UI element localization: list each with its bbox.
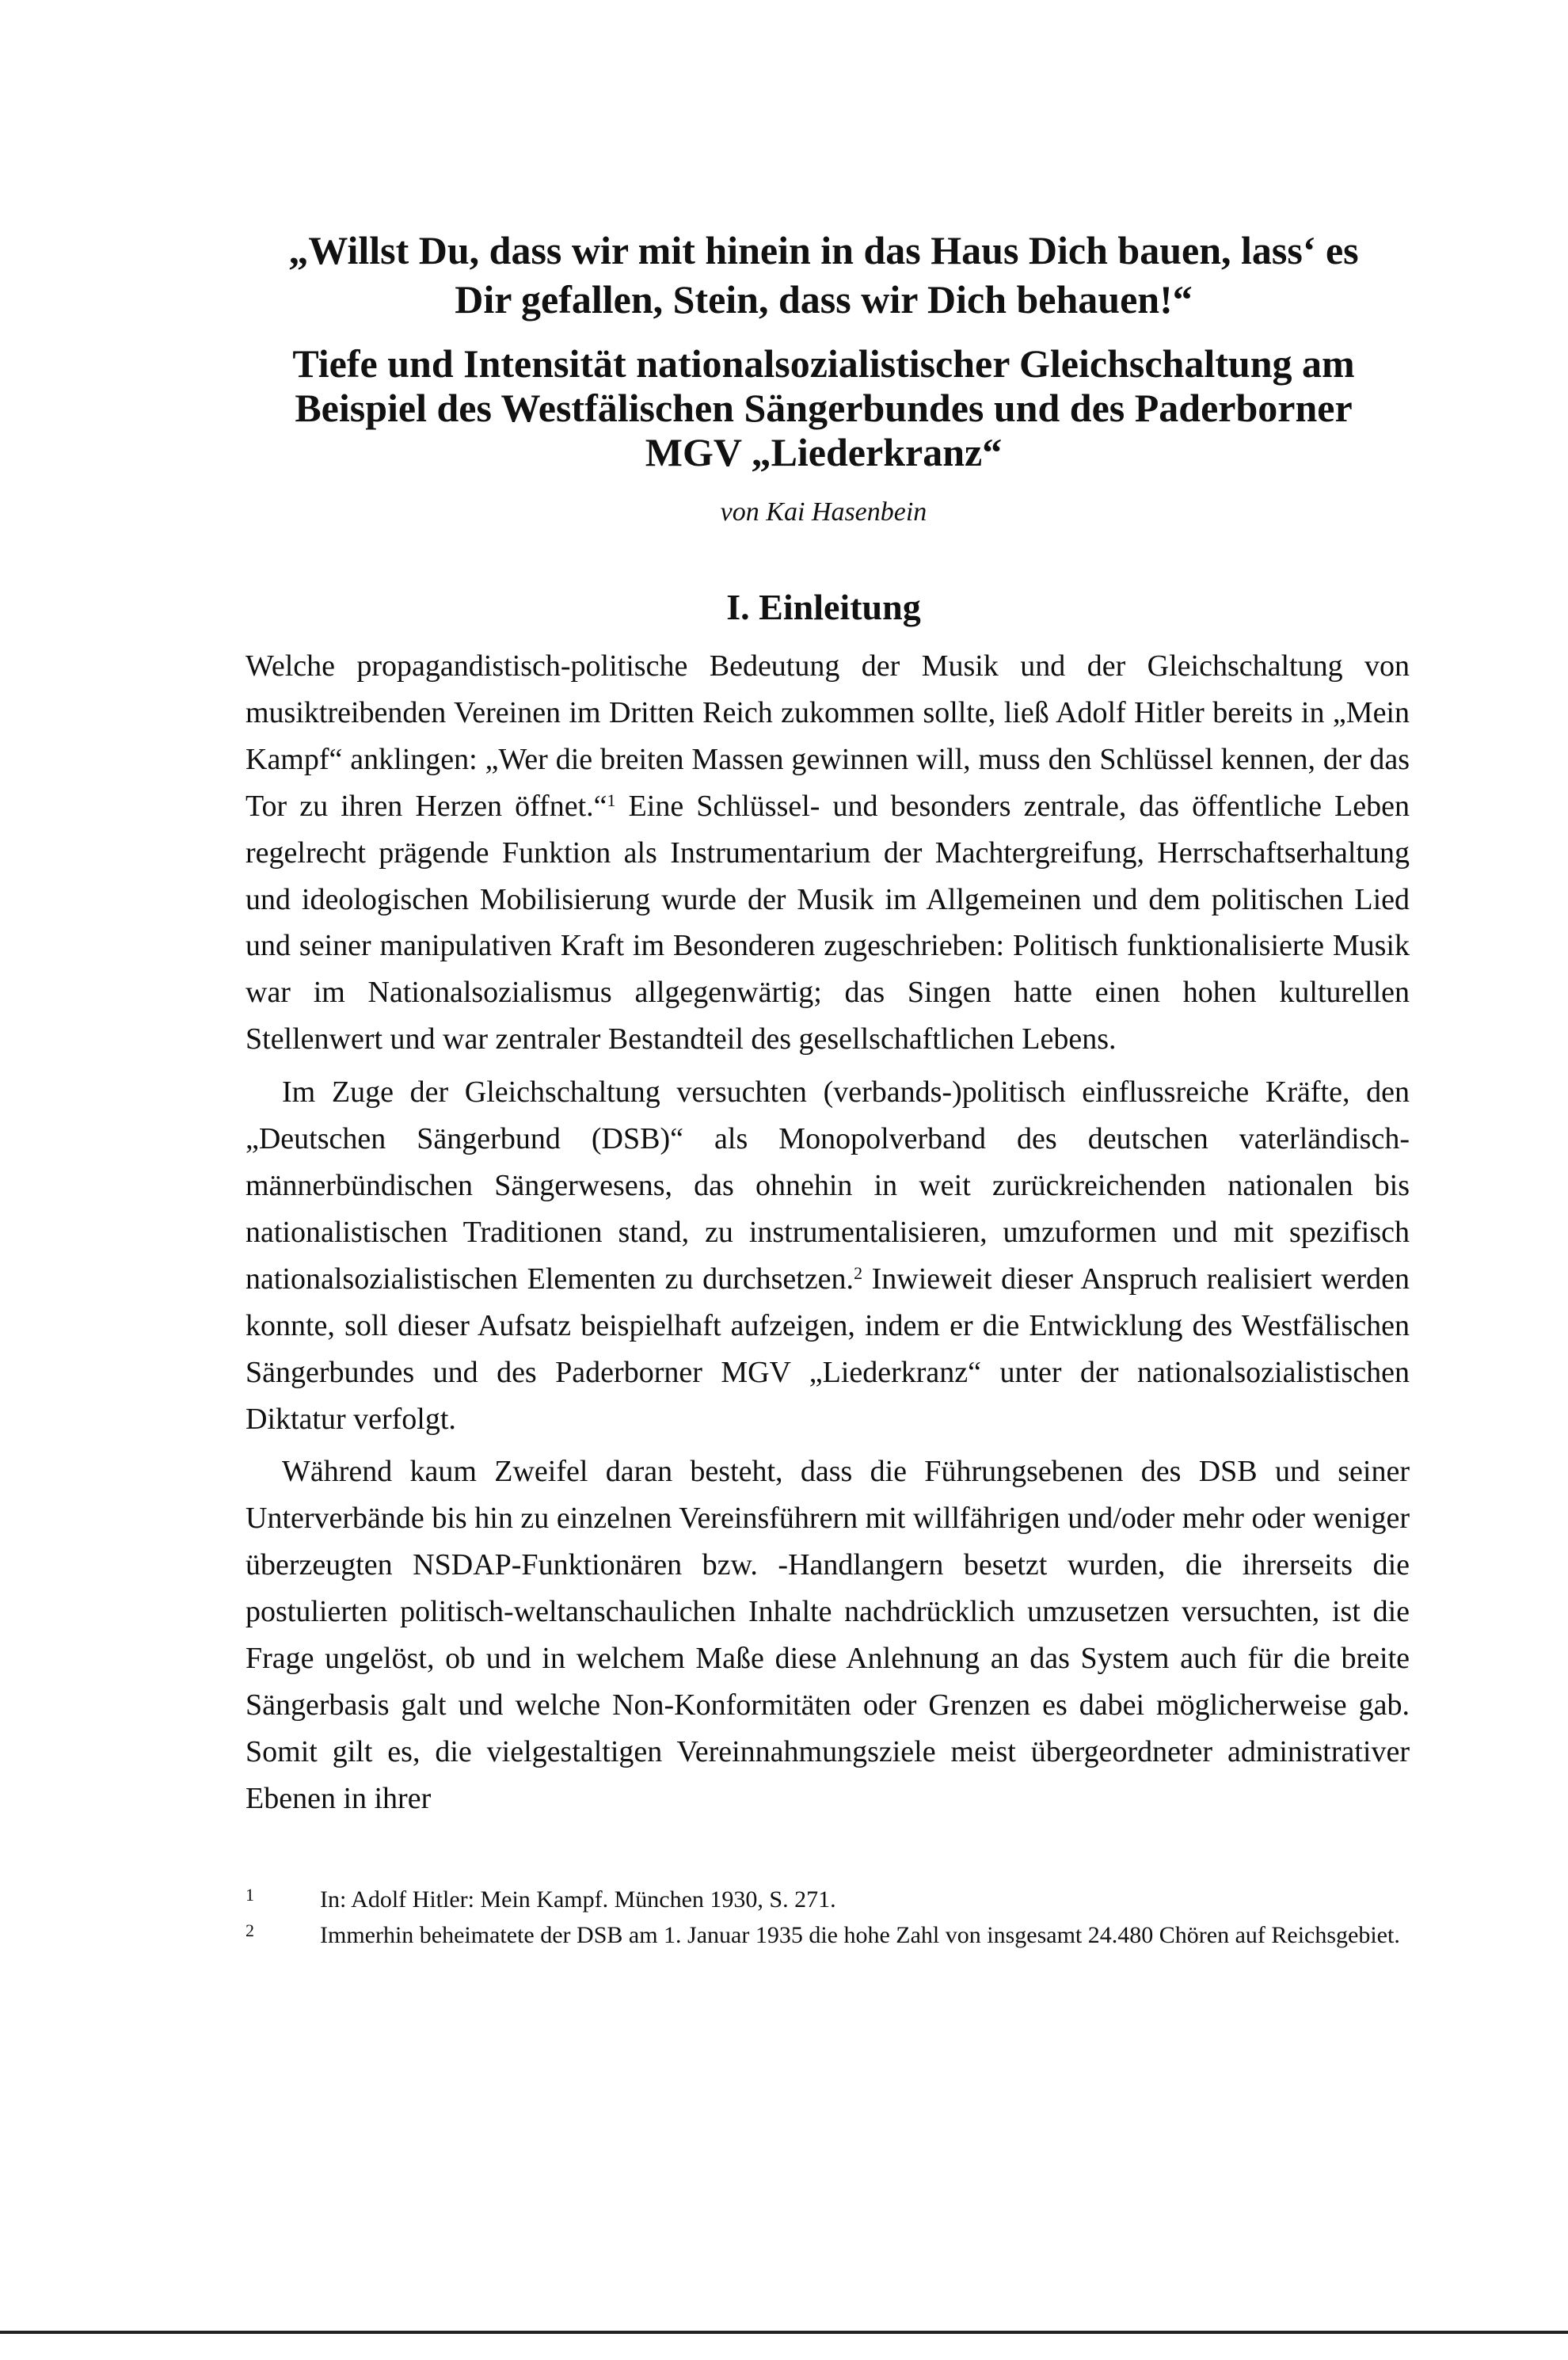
subtitle — [238, 341, 1410, 474]
paragraph-2-text-a: Im Zuge der Gleichschaltung versuchten (verbands-)politisch einflussreiche Kräfte, den „Deutschen Sängerbund (DSB)“ als Monopolverband des deutschen vaterländisch-männerbündischen Sängerwesens, das ohnehin in weit zurückreichenden nationalen bis nationalistischen Traditionen stand, zu instrumentalisieren, umzuformen und mit spezifisch nationalsozialistischen Elementen zu durchsetzen. — [245, 1075, 1410, 1296]
paragraph-1 — [245, 643, 1410, 1063]
paragraph-1-text-a: Welche propagandistisch-politische Bedeutung der Musik und der Gleichschaltung von musiktreibenden Vereinen im Dritten Reich zukommen sollte, ließ Adolf Hitler bereits in „Mein Kampf“ anklingen: „Wer die breiten Massen gewinnen will, muss den Schlüssel kennen, der das Tor zu ihren Herzen öffnet.“ — [245, 649, 1410, 823]
footnotes — [245, 1883, 1410, 1955]
section-heading: I. Einleitung — [726, 587, 921, 627]
footnote-text: In: Adolf Hitler: Mein Kampf. München 1930, S. 271. — [320, 1886, 836, 1913]
subtitle-line-1: Tiefe und Intensität nationalsozialistischer Gleichschaltung am — [292, 341, 1355, 386]
footnote-ref-1: 1 — [607, 790, 616, 810]
subtitle-line-2: Beispiel des Westfälischen Sängerbundes und des Paderborner — [295, 386, 1353, 430]
body-text — [245, 643, 1410, 1822]
footnote-number: 1 — [245, 1885, 254, 1905]
footnote — [245, 1883, 1410, 1916]
bottom-rule — [0, 2331, 1568, 2334]
paragraph-3: Während kaum Zweifel daran besteht, dass die Führungsebenen des DSB und seiner Unterverbände bis hin zu einzelnen Vereinsführern mit willfährigen und/oder mehr oder weniger überzeugten NSDAP-Funktionären bzw. -Handlangern besetzt wurden, die ihrerseits die postulierten politisch-weltanschaulichen Inhalte nachdrücklich umzusetzen versuchten, ist die Frage ungelöst, ob und in welchem Maße diese Anlehnung an das System auch für die breite Sängerbasis galt und welche Non-Konformitäten oder Grenzen es dabei möglicherweise gab. Somit gilt es, die vielgestaltigen Vereinnahmungsziele meist übergeordneter administrativer Ebenen in ihrer — [245, 1455, 1410, 1815]
title-line-2: Dir gefallen, Stein, dass wir Dich behauen!“ — [455, 277, 1193, 322]
title-line-1: „Willst Du, dass wir mit hinein in das Haus Dich bauen, lass‘ es — [288, 228, 1359, 272]
footnote-ref-2: 2 — [854, 1262, 863, 1283]
paragraph-2 — [245, 1069, 1410, 1442]
paragraph-2-text-b: Inwieweit dieser Anspruch realisiert werden konnte, soll dieser Aufsatz beispielhaft aufzeigen, indem er die Entwicklung des Westfälischen Sängerbundes und des Paderborner MGV „Liederkranz“ unter der nationalsozialistischen Diktatur verfolgt. — [245, 1262, 1410, 1436]
footnote-text: Immerhin beheimatete der DSB am 1. Januar 1935 die hohe Zahl von insgesamt 24.480 Chören auf Reichsgebiet. — [320, 1922, 1400, 1948]
subtitle-line-3: MGV „Liederkranz“ — [645, 430, 1003, 474]
footnote-number: 2 — [245, 1920, 254, 1940]
footnote — [245, 1919, 1410, 1951]
title-block — [238, 226, 1410, 474]
author-byline: von Kai Hasenbein — [720, 497, 927, 527]
paragraph-1-text-b: Eine Schlüssel- und besonders zentrale, das öffentliche Leben regelrecht prägende Funktion als Instrumentarium der Machtergreifung, Herrschaftserhaltung und ideologischen Mobilisierung wurde der Musik im Allgemeinen und dem politischen Lied und seiner manipulativen Kraft im Besonderen zugeschrieben: Politisch funktionalisierte Musik war im Nationalsozialismus allgegenwärtig; das Singen hatte einen hohen kulturellen Stellenwert und war zentraler Bestandteil des gesellschaftlichen Lebens. — [245, 789, 1410, 1056]
